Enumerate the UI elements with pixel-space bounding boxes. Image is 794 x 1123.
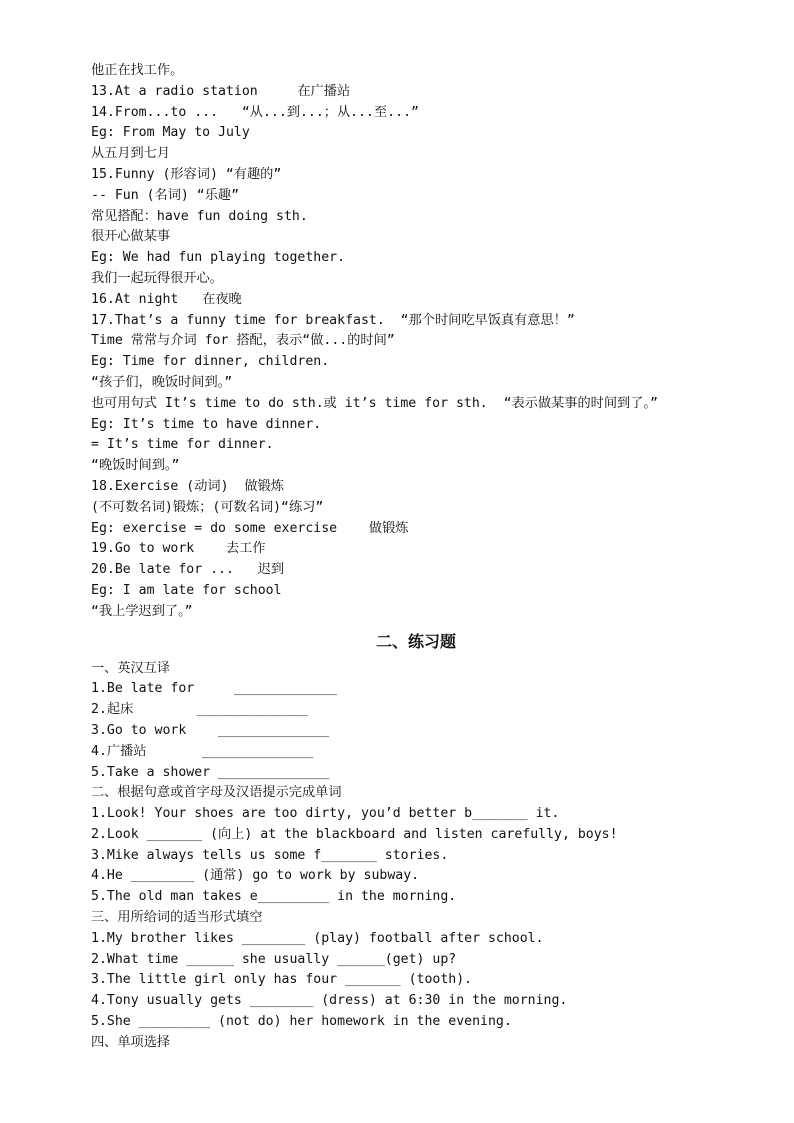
- notes-section: [91, 61, 741, 623]
- note-line: 14.From...to ... “从...到...；从...至...”: [91, 104, 419, 120]
- note-line: Eg: We had fun playing together.: [91, 250, 346, 266]
- note-line: 16.At night 在夜晚: [91, 291, 242, 307]
- note-line: 18.Exercise (动词) 做锻炼: [91, 478, 284, 494]
- note-line: 15.Funny (形容词) “有趣的”: [91, 166, 282, 182]
- exercise-line: 三、用所给词的适当形式填空: [91, 910, 263, 926]
- exercise-line: 5.She _________ (not do) her homework in the evening.: [91, 1014, 512, 1030]
- note-line: 常见搭配：have fun doing sth.: [91, 208, 308, 224]
- note-line: “孩子们，晚饭时间到。”: [91, 374, 233, 390]
- note-line: Eg: From May to July: [91, 125, 250, 141]
- note-line: Eg: exercise = do some exercise 做锻炼: [91, 520, 409, 536]
- exercise-line: 3.The little girl only has four _______ (tooth).: [91, 972, 473, 988]
- exercise-line: 4.Tony usually gets ________ (dress) at 6:30 in the morning.: [91, 993, 568, 1009]
- exercise-line: 3.Go to work ______________: [91, 722, 330, 738]
- note-line: = It’s time for dinner.: [91, 437, 274, 453]
- exercise-line: 3.Mike always tells us some f_______ stories.: [91, 847, 449, 863]
- exercises-section: [91, 659, 741, 1054]
- exercise-line: 1.My brother likes ________ (play) football after school.: [91, 930, 544, 946]
- note-line: 很开心做某事: [91, 229, 171, 245]
- exercise-line: 一、英汉互译: [91, 660, 171, 676]
- exercise-line: 5.Take a shower ______________: [91, 764, 330, 780]
- note-line: 我们一起玩得很开心。: [91, 270, 223, 286]
- note-line: 13.At a radio station 在广播站: [91, 83, 351, 99]
- exercise-line: 2.起床 ______________: [91, 702, 308, 718]
- note-line: 19.Go to work 去工作: [91, 541, 266, 557]
- note-line: 他正在找工作。: [91, 63, 184, 78]
- note-line: 也可用句式 It’s time to do sth.或 it’s time for sth. “表示做某事的时间到了。”: [91, 395, 658, 411]
- exercise-line: 四、单项选择: [91, 1034, 171, 1050]
- exercise-line: 4.广播站 ______________: [91, 743, 314, 759]
- exercise-line: 4.He ________ (通常) go to work by subway.: [91, 868, 420, 884]
- note-line: 17.That’s a funny time for breakfast. “那个时间吃早饭真有意思！”: [91, 312, 575, 328]
- note-line: Time 常常与介词 for 搭配，表示“做...的时间”: [91, 333, 395, 349]
- note-line: “晚饭时间到。”: [91, 458, 180, 474]
- note-line: (不可数名词)锻炼；(可数名词)“练习”: [91, 499, 324, 515]
- note-line: “我上学迟到了。”: [91, 603, 193, 619]
- exercise-line: 二、根据句意或首字母及汉语提示完成单词: [91, 785, 342, 801]
- note-line: 从五月到七月: [91, 146, 171, 162]
- note-line: Eg: It’s time to have dinner.: [91, 416, 322, 432]
- exercise-line: 1.Be late for _____________: [91, 681, 338, 697]
- document-page: [91, 61, 741, 1054]
- exercise-line: 5.The old man takes e_________ in the morning.: [91, 889, 457, 905]
- section-heading: 二、练习题: [375, 631, 456, 651]
- note-line: 20.Be late for ... 迟到: [91, 562, 285, 578]
- exercise-line: 2.Look _______ (向上) at the blackboard and listen carefully, boys!: [91, 826, 618, 842]
- note-line: -- Fun (名词) “乐趣”: [91, 187, 240, 203]
- note-line: Eg: I am late for school: [91, 582, 282, 598]
- exercise-line: 1.Look! Your shoes are too dirty, you’d better b_______ it.: [91, 806, 560, 822]
- exercise-line: 2.What time ______ she usually ______(get) up?: [91, 951, 457, 967]
- note-line: Eg: Time for dinner, children.: [91, 354, 330, 370]
